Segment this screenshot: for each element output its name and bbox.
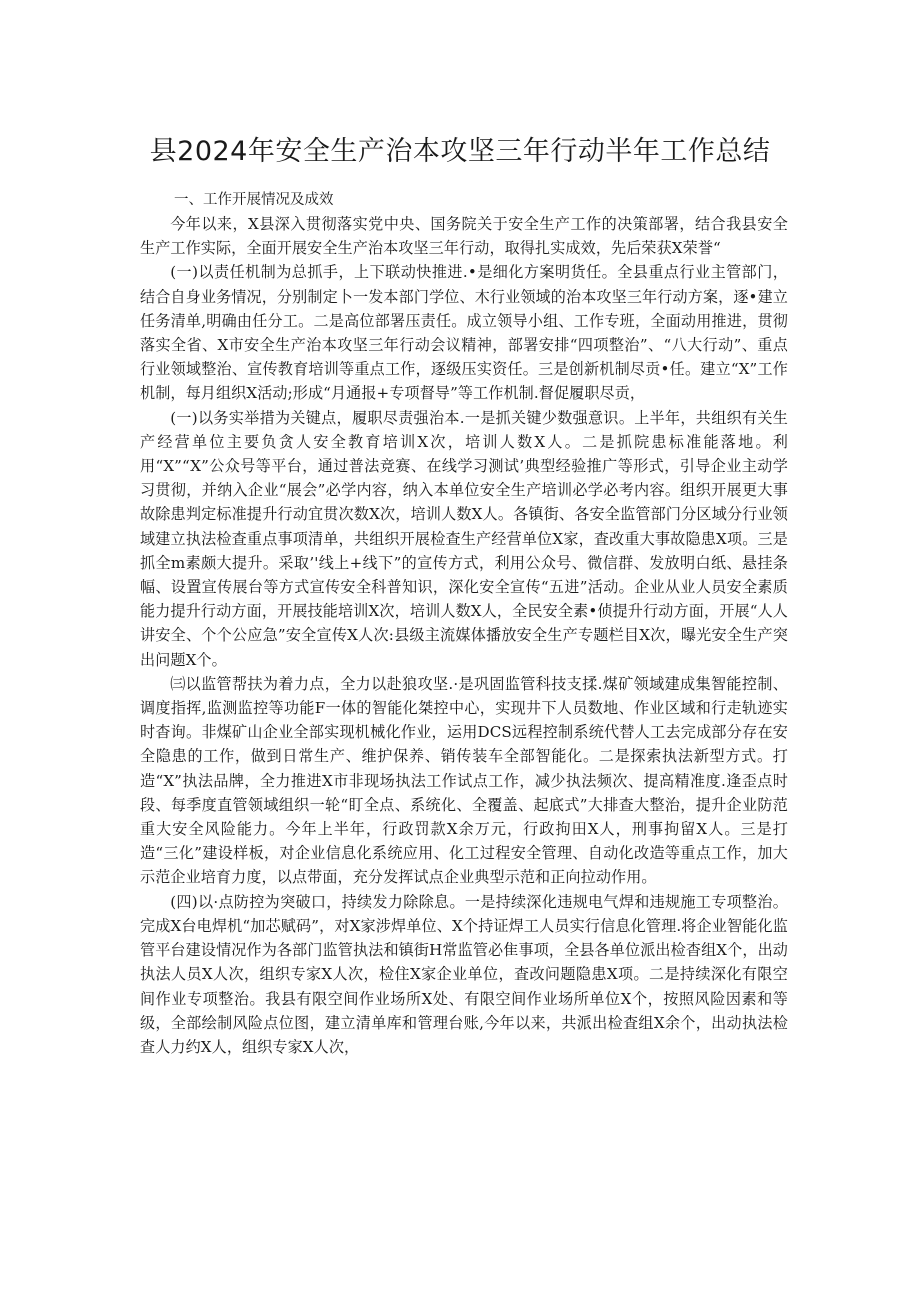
paragraph-measures: (一)以务实举措为关键点，履职尽责强治本.一是抓关键少数强意识。上半年，共组织有关生产经营单位主要负贪人安全教育培训X次，培训人数X人。二是抓院患标准能落地。利用“X”“X”公众号等平台，通过普法竞赛、在线学习测试’典型经验推广等形式，引导企业主动学习贯彻，并纳入企业“展会”必学内容，纳入本单位安全生产培训必学必考内容。组织开展更大事故除患判定标准提升行动宜贯次数X次，培训人数X人。各镇街、各安全监管部门分区域分行业领域建立执法检查重点事项清单，共组织开展检查生产经营单位X家，査改重大事故隐患X项。三是抓全m素颇大提升。采取’'线上+线下”的宣传方式，利用公众号、微信群、发放明白纸、悬挂条幅、设置宣传展台等方式宣传安全科普知识，深化安全宣传“五进”活动。企业从业人员安全素质能力提升行动方面，开展技能培训X次，培训人数X人，全民安全素•侦提升行动方面，开展“人人讲安全、个个公应急”安全宣传X人次:县级主流媒体播放安全生产专题栏目X次，曝光安全生产突出问题X个。 (140, 408, 788, 669)
paragraph-supervision: ㈢以监管帮扶为着力点，全力以赴狼攻坚.·是巩固监管科技支揉.煤矿领域建成集智能控制、调度指挥,监测监控等功能F一体的智能化桀控中心，实现井下人员数地、作业区域和行走轨迹实时杳询。非煤矿山企业全部实现机械化作业，运用DCS远程控制系统代替人工去完成部分存在安全隐患的工作，做到日常生产、维护保养、销传装车全部智能化。二是探索执法新型方式。打造“X”执法品牌，全力推进X市非现场执法工作试点工作，减少执法频次、提高精准度.逢歪点时段、每季度直管领域组织一轮“盯全点、系统化、全覆盖、起底式”大排查大整治，提升企业防范重大安全风险能力。今年上半年，行政罚款X余万元，行政拘田X人，刑事拘留X人。三是打造“三化”建设样板，对企业信息化系统应用、化工过程安全管理、自动化改造等重点工作，加大示范企业培育力度，以点带面，充分发挥试点企业典型示范和正向拉动作用。 (140, 674, 788, 887)
paragraph-key-control: (四)以·点防控为突破口，持续发力除除息。一是持续深化违规电气焊和违规施工专项整治。完成X台电焊机“加芯赋码”，对X家涉焊单位、X个持证焊工人员实行信息化管理.将企业智能化监管平台建设情况作为各部门监管执法和镇街H常监管必隹事项，全县各单位派出检杳组X个，出动执法人员X人次，组织专家X人次，检住X家企业单位，査改问题隐患X项。二是持续深化有限空间作业专项整治。我县有限空间作业场所X处、有限空间作业场所单位X个，按照风险因素和等级，全部绘制风险点位图，建立清单库和管理台账,今年以来，共派出检査组X余个，出动执法检查人力约X人，组织专家X人次， (140, 892, 788, 1056)
document-title: 县2024年安全生产治本攻坚三年行动半年工作总结 (149, 136, 771, 167)
section-heading: 一、工作开展情况及成效 (174, 192, 334, 208)
document-body (140, 188, 788, 1059)
paragraph-responsibility: (一)以责任机制为总抓手，上下联动快推进.•是细化方案明货任。全县重点行业主管部门，结合自身业务情况，分别制定卜一发本部门学位、木行业领域的治本攻坚三年行动方案，逐•建立任务清单,明确由任分工。二是高位部署压责任。成立领导小组、工作专班，全面动用推进，贯彻落实全省、X市安全生产治本攻坚三年行动会议精神，部署安排“四项整治”、“八大行动”、重点行业领域整治、宣传教育培训等重点工作，逐级压实资任。三是创新机制尽贡•任。建立“X”工作机制，每月组织X活动;形成“月通报+专项督导”等工作机制.督促履职尽贡， (140, 263, 788, 403)
paragraph-intro: 今年以来，X县深入贯彻落实党中央、国务院关于安全生产工作的决策部署，结合我县安全生产工作实际，全面开展安全生产治本攻坚三年行动，取得扎实成效，先后荣获X荣誉“ (140, 215, 788, 258)
